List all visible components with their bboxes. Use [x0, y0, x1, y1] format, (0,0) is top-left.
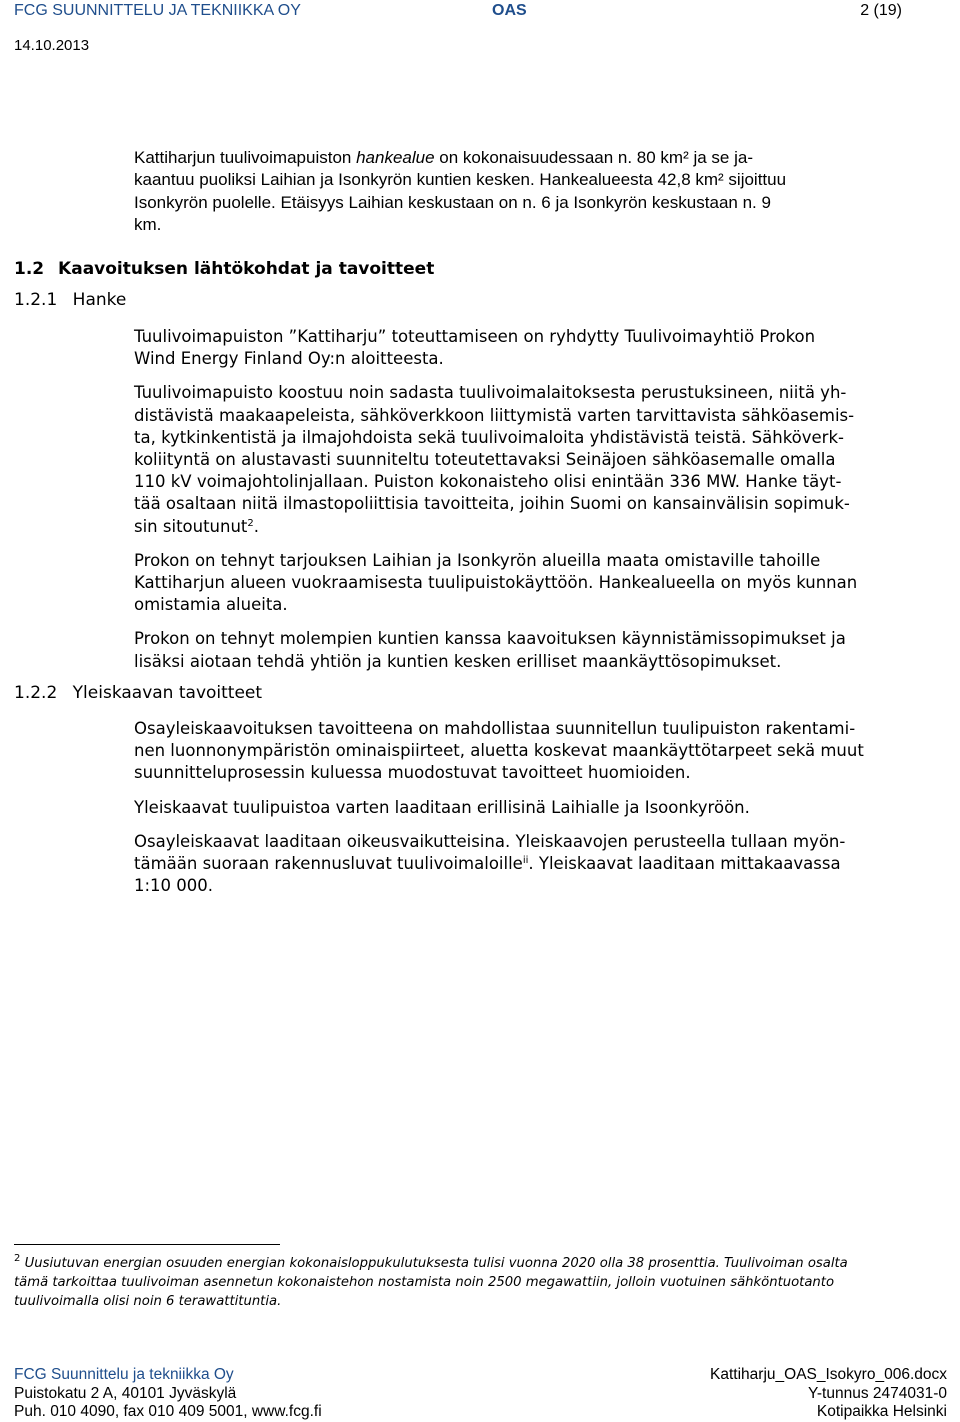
subsection-title: Hanke	[72, 290, 127, 310]
footer-address: Puistokatu 2 A, 40101 Jyväskylä	[14, 1384, 237, 1402]
intro-line-2: kaantuu puoliksi Laihian ja Isonkyrön kuntien kesken. Hankealueesta 42,8 km² sijoittuu	[134, 170, 787, 190]
footer-right	[710, 1366, 947, 1422]
hanke-section-body	[134, 326, 944, 673]
header-doc-type: OAS	[492, 2, 527, 19]
hanke-p1-line-1: Tuulivoimapuiston ”Kattiharju” toteuttamiseen on ryhdytty Tuulivoimayhtiö Prokon	[134, 327, 816, 346]
hanke-p4-line-2: lisäksi aiotaan tehdä yhtiön ja kuntien kesken erilliset maankäyttösopimukset.	[134, 651, 782, 671]
hanke-p2-line-7-end: .	[253, 516, 260, 536]
hanke-p2-line-7-text: sin sitoutunut	[134, 516, 248, 536]
footer-business-id: Y-tunnus 2474031-0	[807, 1384, 947, 1402]
hanke-p2-line-1: Tuulivoimapuisto koostuu noin sadasta tuulivoimalaitoksesta perustuksineen, niitä yh-	[134, 383, 847, 403]
hanke-p1-line-2: Wind Energy Finland Oy:n aloitteesta.	[134, 349, 444, 369]
yleiskaava-section-body	[134, 718, 944, 897]
footer-company: FCG Suunnittelu ja tekniikka Oy	[14, 1366, 234, 1383]
hanke-p3-line-2: Kattiharjun alueen vuokraamisesta tuulipuistokäyttöön. Hankealueella on myös kunnan	[134, 573, 858, 593]
subsection-number: 1.2.1	[14, 290, 58, 310]
yleiskaava-p1-line-2: nen luonnonympäristön ominaispiirteet, aluetta koskevat maankäyttötarpeet sekä muut	[134, 741, 864, 761]
subsection-heading-1-2-2	[14, 683, 262, 703]
yleiskaava-p3-line-2-text: tämään suoraan rakennusluvat tuulivoimaloille	[134, 854, 523, 874]
footnote-line-3: tuulivoimalla olisi noin 6 terawattituntia.	[14, 1294, 282, 1309]
yleiskaava-p3-line-2-end: . Yleiskaavat laaditaan mittakaavassa	[528, 854, 841, 874]
section-title: Kaavoituksen lähtökohdat ja tavoitteet	[58, 259, 435, 279]
subsection-title: Yleiskaavan tavoitteet	[72, 683, 263, 703]
yleiskaava-p1-line-1: Osayleiskaavoituksen tavoitteena on mahdollistaa suunnitellun tuulipuiston rakentami-	[134, 719, 856, 738]
footer-left	[14, 1366, 322, 1422]
section-number: 1.2	[14, 259, 45, 279]
header-date: 14.10.2013	[14, 37, 90, 54]
subsection-heading-1-2-1	[14, 290, 126, 310]
yleiskaava-p3-line-3: 1:10 000.	[134, 876, 214, 896]
intro-paragraph	[134, 147, 934, 236]
footnote-reference[interactable]: 2	[247, 517, 254, 529]
yleiskaava-p1-line-3: suunnitteluprosessin kuluessa muodostuvat tavoitteet huomioiden.	[134, 763, 691, 783]
hanke-p2-line-7	[134, 516, 944, 538]
subsection-number: 1.2.2	[14, 683, 58, 703]
hanke-p2-line-2: distävistä maakaapeleista, sähköverkkoon liittymistä varten tarvittavista sähköasemis-	[134, 405, 855, 425]
yleiskaava-p3-line-2	[134, 853, 944, 875]
section-heading-1-2	[14, 259, 434, 279]
intro-emphasis: hankealue	[356, 148, 435, 167]
hanke-p2-line-3: ta, kytkinkentistä ja ilmajohdoista sekä tuulivoimaloita yhdistävistä teistä. Sähköverk-	[134, 427, 844, 447]
footnote	[14, 1254, 949, 1311]
hanke-p3-line-3: omistamia alueita.	[134, 595, 288, 615]
hanke-p2-line-6: tää osaltaan niitä ilmastopoliittisia tavoitteita, joihin Suomi on kansainvälisin sopimuk-	[134, 494, 850, 514]
hanke-p2-line-4: koliityntä on alustavasti suunniteltu toteutettavaksi Seinäjoen sähköasemalle omalla	[134, 450, 836, 470]
intro-text-2: on kokonaisuudessaan n. 80 km² ja se ja-	[434, 148, 754, 167]
footer-filename: Kattiharju_OAS_Isokyro_006.docx	[710, 1366, 947, 1383]
footer-contact: Puh. 010 4090, fax 010 409 5001, www.fcg.fi	[14, 1403, 322, 1420]
footer-domicile: Kotipaikka Helsinki	[816, 1403, 947, 1420]
footnote-line-1-text: Uusiutuvan energian osuuden energian kokonaisloppukulutuksesta tulisi vuonna 2020 olla 38 prosenttia. Tuulivoiman osalta	[20, 1256, 848, 1271]
yleiskaava-p3-line-1: Osayleiskaavat laaditaan oikeusvaikutteisina. Yleiskaavojen perusteella tullaan myön-	[134, 831, 846, 851]
footnote-separator	[14, 1244, 280, 1245]
intro-line-1	[134, 147, 934, 169]
endnote-reference[interactable]: ii	[522, 855, 529, 867]
footnote-marker: 2	[14, 1253, 21, 1264]
header-company: FCG SUUNNITTELU JA TEKNIIKKA OY	[14, 2, 301, 19]
footnote-line-2: tämä tarkoittaa tuulivoiman asennetun kokonaistehon nostamista noin 2500 megawattiin, jolloin vuotuinen sähköntuotanto	[14, 1275, 835, 1290]
intro-line-3: Isonkyrön puolelle. Etäisyys Laihian keskustaan on n. 6 ja Isonkyrön keskustaan n. 9	[134, 192, 771, 212]
hanke-p2-line-5: 110 kV voimajohtolinjallaan. Puiston kokonaisteho olisi enintään 336 MW. Hanke täyt-	[134, 472, 842, 492]
intro-text-1: Kattiharjun tuulivoimapuiston	[134, 148, 357, 167]
hanke-p4-line-1: Prokon on tehnyt molempien kuntien kanssa kaavoituksen käynnistämissopimukset ja	[134, 629, 846, 649]
header-page-number: 2 (19)	[860, 2, 902, 19]
footnote-line-1	[14, 1254, 949, 1273]
hanke-p3-line-1: Prokon on tehnyt tarjouksen Laihian ja Isonkyrön alueilla maata omistaville tahoille	[134, 550, 821, 570]
intro-line-4: km.	[134, 214, 162, 234]
yleiskaava-p2-line-1: Yleiskaavat tuulipuistoa varten laaditaan erillisinä Laihialle ja Isoonkyröön.	[134, 797, 750, 817]
